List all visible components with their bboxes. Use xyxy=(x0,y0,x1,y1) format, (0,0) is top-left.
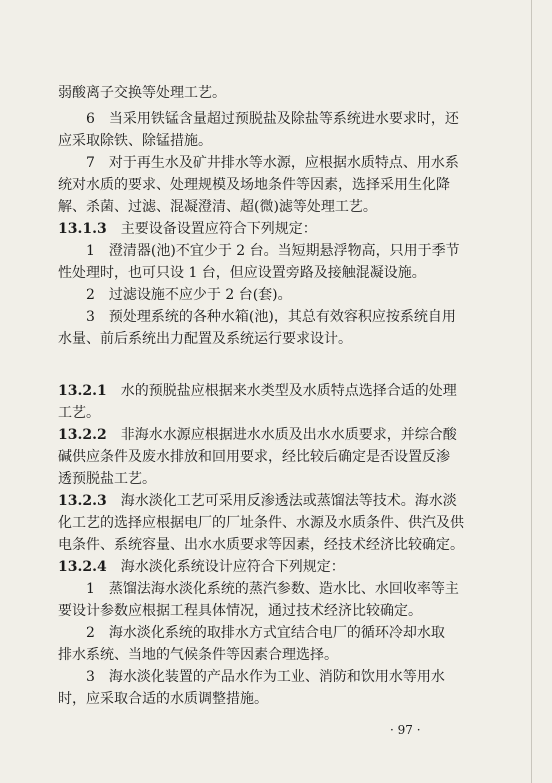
text-line: 解、杀菌、过滤、混凝澄清、超(微)滤等处理工艺。 xyxy=(58,199,377,215)
text-line: 2 海水淡化系统的取排水方式宜结合电厂的循环冷却水取 xyxy=(86,625,445,641)
page-edge-line xyxy=(531,0,532,783)
text-line: 3 预处理系统的各种水箱(池)，其总有效容积应按系统自用 xyxy=(86,309,456,325)
clause-13-2-2 xyxy=(58,424,506,490)
clause-text: 海水淡化系统设计应符合下列规定： xyxy=(120,559,345,575)
text-line: 要设计参数应根据工程具体情况，通过技术经济比较确定。 xyxy=(58,603,422,619)
clause-number: 13.1.3 xyxy=(58,221,107,237)
text-line: 碱供应条件及废水排放和回用要求，经比较后确定是否设置反渗 xyxy=(58,449,450,465)
text-line xyxy=(58,556,506,578)
text-line: 弱酸离子交换等处理工艺。 xyxy=(58,85,226,101)
text-line: 2 过滤设施不应少于 2 台(套)。 xyxy=(86,287,292,303)
text-line: 水量、前后系统出力配置及系统运行要求设计。 xyxy=(58,331,352,347)
text-line: 性处理时，也可只设 1 台，但应设置旁路及接触混凝设施。 xyxy=(58,265,426,281)
item-6 xyxy=(58,108,506,152)
text-line: 统对水质的要求、处理规模及场地条件等因素，选择采用生化降 xyxy=(58,177,450,193)
text-line xyxy=(58,218,506,240)
clause-13-1-3 xyxy=(58,218,506,350)
text-line: 排水系统、当地的气候条件等因素合理选择。 xyxy=(58,647,338,663)
clause-number: 13.2.4 xyxy=(58,559,107,575)
text-line: 3 海水淡化装置的产品水作为工业、消防和饮用水等用水 xyxy=(86,669,445,685)
text-line: 工艺。 xyxy=(58,405,100,421)
text-line xyxy=(58,490,506,512)
page-number: · 97 · xyxy=(390,723,421,737)
clause-text: 主要设备设置应符合下列规定： xyxy=(120,221,317,237)
clause-13-2-1 xyxy=(58,380,506,424)
text-line: 化工艺的选择应根据电厂的厂址条件、水源及水质条件、供汽及供 xyxy=(58,515,464,531)
clause-text: 非海水水源应根据进水水质及出水水质要求，并综合酸 xyxy=(120,427,457,443)
paragraph-preceding xyxy=(58,82,506,104)
text-line xyxy=(58,380,506,402)
clause-number: 13.2.2 xyxy=(58,427,107,443)
clause-13-2-3 xyxy=(58,490,506,556)
text-line: 时，应采取合适的水质调整措施。 xyxy=(58,691,268,707)
text-line: 透预脱盐工艺。 xyxy=(58,471,156,487)
text-line: 1 澄清器(池)不宜少于 2 台。当短期悬浮物高，只用于季节 xyxy=(86,243,460,259)
clause-text: 海水淡化工艺可采用反渗透法或蒸馏法等技术。海水淡 xyxy=(120,493,457,509)
clause-number: 13.2.1 xyxy=(58,383,107,399)
text-line xyxy=(58,424,506,446)
text-line: 7 对于再生水及矿井排水等水源，应根据水质特点、用水系 xyxy=(86,155,459,171)
item-7 xyxy=(58,152,506,218)
text-line: 1 蒸馏法海水淡化系统的蒸汽参数、造水比、水回收率等主 xyxy=(86,581,459,597)
text-line: 电条件、系统容量、出水水质要求等因素，经技术经济比较确定。 xyxy=(58,537,464,553)
text-line: 6 当采用铁锰含量超过预脱盐及除盐等系统进水要求时，还 xyxy=(86,111,459,127)
clause-text: 水的预脱盐应根据来水类型及水质特点选择合适的处理 xyxy=(120,383,457,399)
clause-13-2-4 xyxy=(58,556,506,710)
text-line: 应采取除铁、除锰措施。 xyxy=(58,133,212,149)
clause-number: 13.2.3 xyxy=(58,493,107,509)
